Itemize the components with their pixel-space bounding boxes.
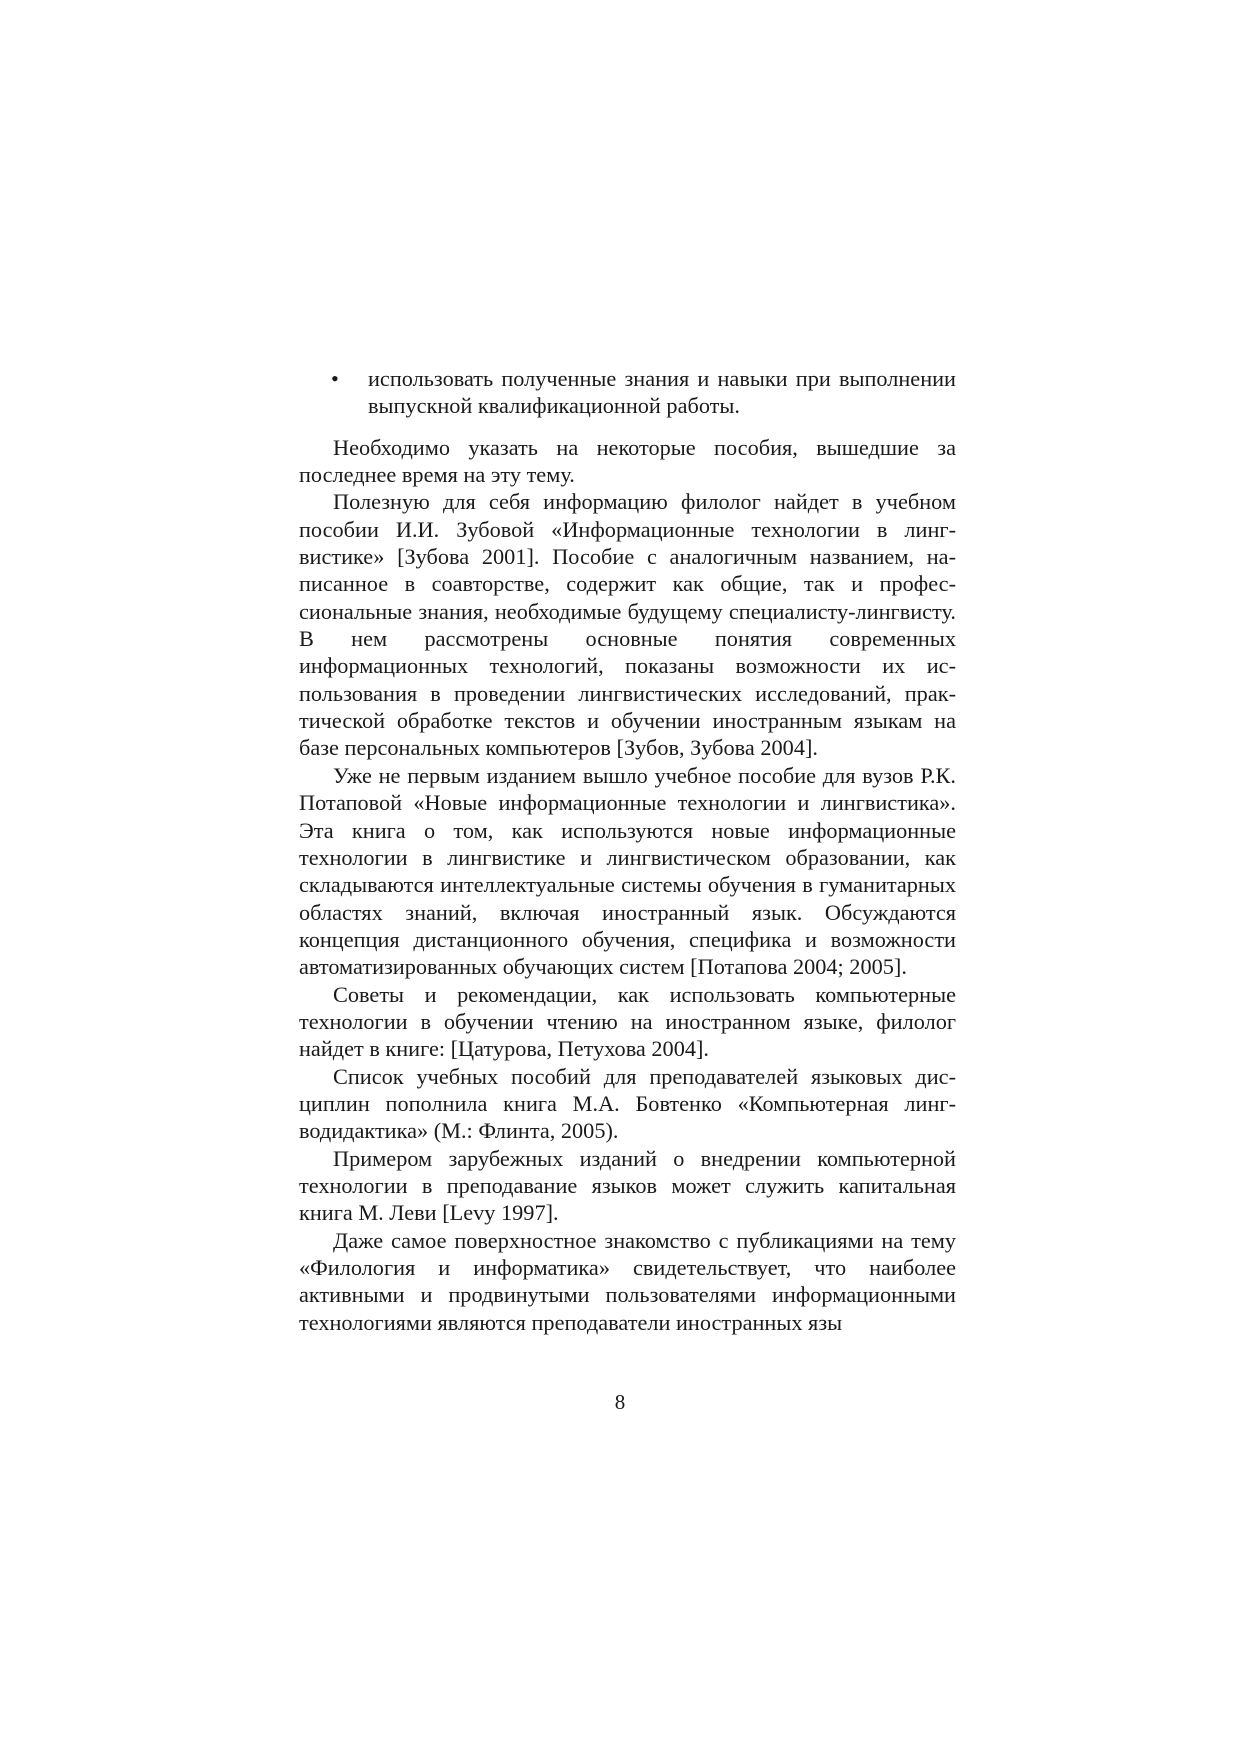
bullet-icon: • xyxy=(331,366,339,391)
bullet-list-item xyxy=(299,365,956,420)
paragraph-levy: Примером зарубежных изданий о внедрении компьютерной технологии в преподавание языков может служить капитальная книга М. Леви [Levy 1997]. xyxy=(299,1145,956,1226)
paragraph-intro: Необходимо указать на некоторые пособия, вышедшие за последнее время на эту тему. xyxy=(299,434,956,488)
paragraph-tsaturova: Советы и рекомендации, как использовать компьютерные технологии в обучении чтению на иностранном языке, филолог найдет в книге: [Цатурова, Петухова 2004]. xyxy=(299,981,956,1062)
paragraph-philology-informatics: Даже самое поверхностное знакомство с публикациями на тему «Филология и информатика» свидетельствует, что наиболее активными и продвинутыми пользователями информационными технологиями являются преподаватели иностранных язы xyxy=(299,1227,956,1335)
page-body xyxy=(299,365,956,1336)
paragraph-bovtenko: Список учебных пособий для преподавателей языковых дисциплин пополнила книга М.А. Бовтенко «Компьютерная лингводидактика» (М.: Флинта, 2005). xyxy=(299,1063,956,1144)
paragraph-zubova: Полезную для себя информацию филолог найдет в учебном пособии И.И. Зубовой «Информационные технологии в лингвистике» [Зубова 2001]. Пособие с аналогичным названием, написанное в соавторстве, содержит как общие, так и профессиональные знания, необходимые будущему специалисту-лингвисту. В нем рассмотрены основные понятия современных информационных технологий, показаны возможности их использования в проведении лингвистических исследований, практической обработке текстов и обучении иностранным языкам на базе персональных компьютеров [Зубов, Зубова 2004]. xyxy=(299,489,956,761)
paragraph-potapova: Уже не первым изданием вышло учебное пособие для вузов Р.К. Потаповой «Новые информационные технологии и лингвистика». Эта книга о том, как используются новые информационные технологии в лингвистике и лингвистическом образовании, как складываются интеллектуальные системы обучения в гуманитарных областях знаний, включая иностранный язык. Обсуждаются концепция дистанционного обучения, специфика и возможности автоматизированных обучающих систем [Потапова 2004; 2005]. xyxy=(299,762,956,980)
page-number: 8 xyxy=(614,1390,626,1414)
bullet-text: использовать полученные знания и навыки при выполнении выпускной квалификационной работы. xyxy=(368,366,956,419)
